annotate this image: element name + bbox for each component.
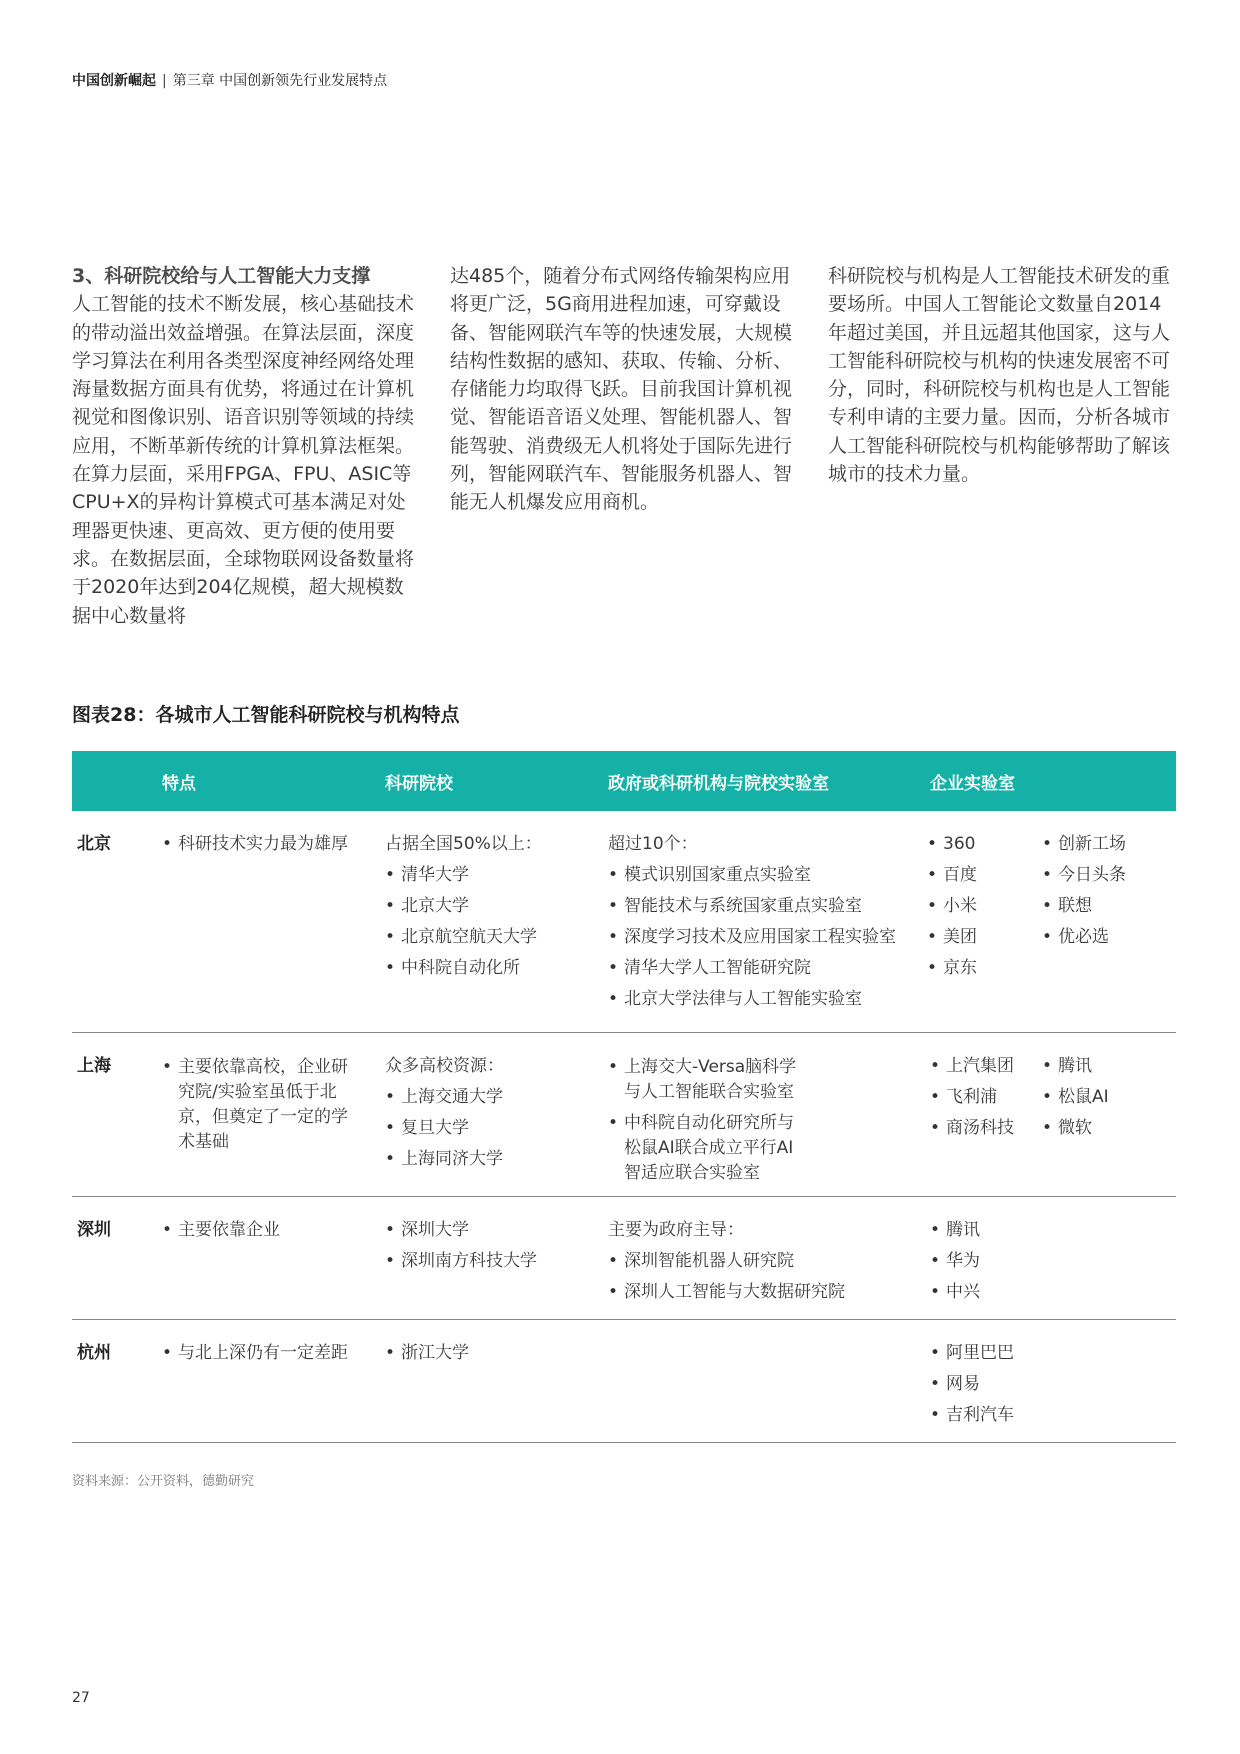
- list-item: • 上海同济大学: [385, 1144, 595, 1175]
- labs-cell: [608, 1215, 908, 1308]
- list-item: • 复旦大学: [385, 1113, 595, 1144]
- list-item: • 清华大学: [385, 860, 595, 891]
- source-note: 资料来源：公开资料，德勤研究: [72, 1474, 255, 1489]
- labs-cell: [608, 1055, 808, 1192]
- enterprise-cell-a: [930, 1338, 1050, 1431]
- list-item: • 深圳南方科技大学: [385, 1246, 595, 1277]
- list-item: • 清华大学人工智能研究院: [608, 953, 928, 984]
- list-item: • 中科院自动化研究所与松鼠AI联合成立平行AI智适应联合实验室: [608, 1111, 808, 1186]
- labs-cell: [608, 829, 928, 1015]
- header-feature: 特点: [162, 774, 196, 794]
- feature-cell: [162, 1055, 362, 1161]
- feature-cell: [162, 1338, 372, 1369]
- report-title: 中国创新崛起: [72, 73, 156, 89]
- city-label: 杭州: [77, 1343, 111, 1363]
- list-item: • 网易: [930, 1369, 1050, 1400]
- list-item: • 智能技术与系统国家重点实验室: [608, 891, 928, 922]
- feature-cell: [162, 1215, 362, 1246]
- list-item: • 与北上深仍有一定差距: [162, 1338, 372, 1369]
- list-item: • 联想: [1042, 891, 1172, 922]
- list-item: • 阿里巴巴: [930, 1338, 1050, 1369]
- header-separator: |: [162, 73, 167, 89]
- enterprise-cell-b: [1042, 1051, 1172, 1144]
- list-item: • 松鼠AI: [1042, 1082, 1172, 1113]
- list-item: • 深度学习技术及应用国家工程实验室: [608, 922, 928, 953]
- header-enterprise-labs: 企业实验室: [930, 774, 1015, 794]
- city-label: 上海: [77, 1056, 111, 1076]
- header-labs: 政府或科研机构与院校实验室: [608, 774, 829, 794]
- section-heading: 3、科研院校给与人工智能大力支撑: [72, 265, 371, 287]
- figure-title: 图表28：各城市人工智能科研院校与机构特点: [72, 704, 460, 726]
- enterprise-cell-b: [1042, 829, 1172, 953]
- list-item: • 北京大学法律与人工智能实验室: [608, 984, 928, 1015]
- list-item: • 深圳智能机器人研究院: [608, 1246, 908, 1277]
- running-header: [72, 70, 387, 90]
- list-item: • 吉利汽车: [930, 1400, 1050, 1431]
- body-column-1: [72, 262, 417, 630]
- enterprise-cell-a: [930, 1051, 1030, 1144]
- list-item: • 深圳大学: [385, 1215, 595, 1246]
- list-item: • 京东: [927, 953, 1027, 984]
- list-item: • 深圳人工智能与大数据研究院: [608, 1277, 908, 1308]
- table-row-shanghai: [72, 1033, 1176, 1197]
- body-column-3: [828, 262, 1173, 488]
- table-row-shenzhen: [72, 1197, 1176, 1320]
- list-item: • 创新工场: [1042, 829, 1172, 860]
- list-item: • 腾讯: [930, 1215, 1030, 1246]
- list-item: • 科研技术实力最为雄厚: [162, 829, 362, 860]
- universities-cell: [385, 1338, 595, 1369]
- list-item: • 美团: [927, 922, 1027, 953]
- body-column-2: [450, 262, 795, 517]
- table-row-hangzhou: [72, 1320, 1176, 1443]
- list-item: • 小米: [927, 891, 1027, 922]
- list-item: • 主要依靠企业: [162, 1215, 362, 1246]
- list-item: • 腾讯: [1042, 1051, 1172, 1082]
- list-item: • 北京航空航天大学: [385, 922, 595, 953]
- enterprise-cell-a: [930, 1215, 1030, 1308]
- institutions-table: [72, 751, 1176, 1443]
- list-item: • 浙江大学: [385, 1338, 595, 1369]
- feature-cell: [162, 829, 362, 860]
- table-row-beijing: [72, 811, 1176, 1033]
- body-paragraph-1: 人工智能的技术不断发展，核心基础技术的带动溢出效益增强。在算法层面，深度学习算法在利用各类型深度神经网络处理海量数据方面具有优势，将通过在计算机视觉和图像识别、语音识别等领域的持续应用，不断革新传统的计算机算法框架。在算力层面，采用FPGA、FPU、ASIC等CPU+X的异构计算模式可基本满足对处理器更快速、更高效、更方便的使用要求。在数据层面，全球物联网设备数量将于2020年达到204亿规模，超大规模数据中心数量将: [72, 293, 415, 627]
- city-label: 北京: [77, 834, 111, 854]
- cell-lead: 超过10个：: [608, 834, 698, 854]
- list-item: • 华为: [930, 1246, 1030, 1277]
- list-item: • 飞利浦: [930, 1082, 1030, 1113]
- table-header-row: [72, 751, 1176, 811]
- list-item: • 北京大学: [385, 891, 595, 922]
- list-item: • 百度: [927, 860, 1027, 891]
- enterprise-cell-a: [927, 829, 1027, 984]
- list-item: • 360: [927, 829, 1027, 860]
- universities-cell: [385, 829, 595, 984]
- list-item: • 优必选: [1042, 922, 1172, 953]
- list-item: • 模式识别国家重点实验室: [608, 860, 928, 891]
- page-number: 27: [72, 1690, 90, 1706]
- cell-lead: 主要为政府主导：: [608, 1220, 744, 1240]
- list-item: • 微软: [1042, 1113, 1172, 1144]
- cell-lead: 众多高校资源：: [385, 1056, 504, 1076]
- header-universities: 科研院校: [385, 774, 453, 794]
- list-item: • 主要依靠高校，企业研究院/实验室虽低于北京，但奠定了一定的学术基础: [162, 1055, 362, 1155]
- body-paragraph-2: 达485个，随着分布式网络传输架构应用将更广泛，5G商用进程加速，可穿戴设备、智能网联汽车等的快速发展，大规模结构性数据的感知、获取、传输、分析、存储能力均取得飞跃。目前我国计算机视觉、智能语音语义处理、智能机器人、智能驾驶、消费级无人机将处于国际先进行列，智能网联汽车、智能服务机器人、智能无人机爆发应用商机。: [450, 265, 793, 514]
- list-item: • 上海交大-Versa脑科学与人工智能联合实验室: [608, 1055, 808, 1105]
- universities-cell: [385, 1051, 595, 1175]
- cell-lead: 占据全国50%以上：: [385, 834, 542, 854]
- list-item: • 中兴: [930, 1277, 1030, 1308]
- universities-cell: [385, 1215, 595, 1277]
- list-item: • 上汽集团: [930, 1051, 1030, 1082]
- chapter-title: 第三章 中国创新领先行业发展特点: [172, 73, 388, 89]
- list-item: • 上海交通大学: [385, 1082, 595, 1113]
- city-label: 深圳: [77, 1220, 111, 1240]
- body-paragraph-3: 科研院校与机构是人工智能技术研发的重要场所。中国人工智能论文数量自2014年超过美国，并且远超其他国家，这与人工智能科研院校与机构的快速发展密不可分，同时，科研院校与机构也是人工智能专利申请的主要力量。因而，分析各城市人工智能科研院校与机构能够帮助了解该城市的技术力量。: [828, 265, 1171, 486]
- list-item: • 今日头条: [1042, 860, 1172, 891]
- list-item: • 商汤科技: [930, 1113, 1030, 1144]
- list-item: • 中科院自动化所: [385, 953, 595, 984]
